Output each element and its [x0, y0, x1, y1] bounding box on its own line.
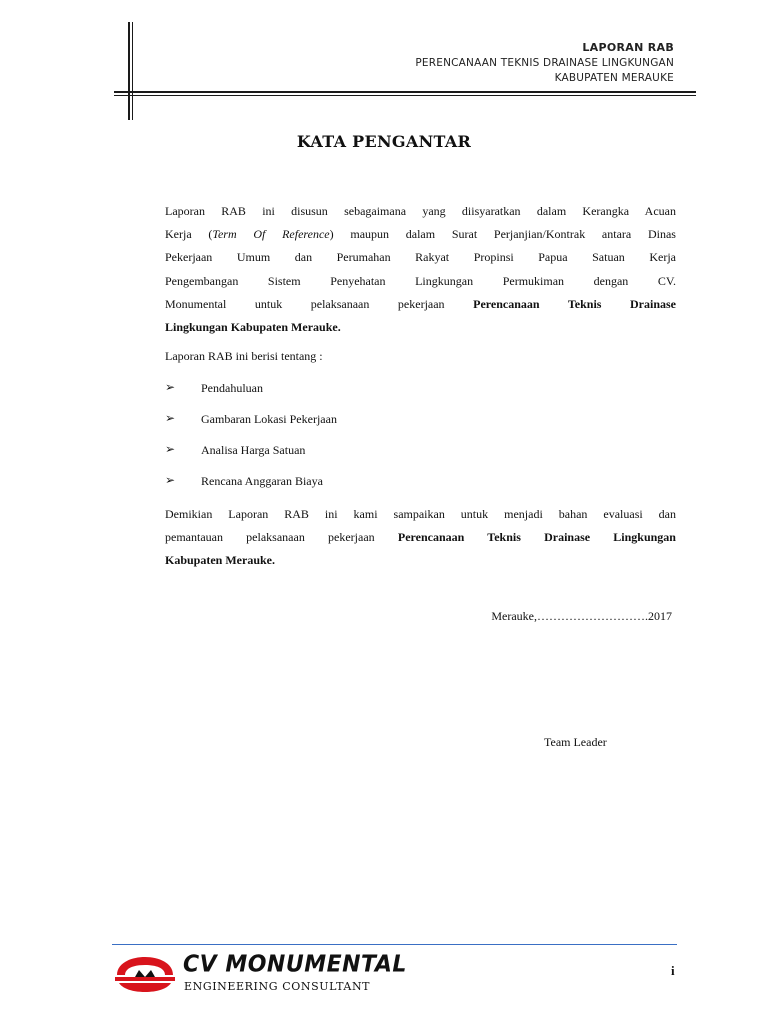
company-logo-icon	[113, 955, 177, 993]
company-name: CV MONUMENTAL	[183, 951, 407, 978]
header-subtitle-location: KABUPATEN MERAUKE	[554, 72, 674, 84]
bold-project-name: Kabupaten Merauke.	[165, 553, 276, 568]
arrow-bullet-icon: ➢	[165, 380, 176, 394]
list-intro: Laporan RAB ini berisi tentang :	[165, 349, 323, 363]
signer-title: Team Leader	[544, 735, 607, 749]
paragraph-line	[165, 526, 676, 549]
paragraph-line	[165, 549, 676, 572]
arrow-bullet-icon: ➢	[165, 442, 176, 456]
list-item-label: Analisa Harga Satuan	[201, 443, 306, 457]
header-horizontal-rule	[114, 91, 696, 93]
list-item-label: Rencana Anggaran Biaya	[201, 474, 323, 488]
text-span: pemantauan pelaksanaan pekerjaan	[165, 530, 398, 545]
header-subtitle-project: PERENCANAAN TEKNIS DRAINASE LINGKUNGAN	[415, 57, 674, 69]
page-number: i	[671, 963, 675, 978]
list-item-label: Pendahuluan	[201, 381, 263, 395]
header-horizontal-rule-thin	[114, 95, 696, 96]
arrow-bullet-icon: ➢	[165, 411, 176, 425]
paragraph-line: Pengembangan Sistem Penyehatan Lingkungan Permukiman dengan CV.	[165, 273, 676, 288]
arrow-bullet-icon: ➢	[165, 473, 176, 487]
header-title: LAPORAN RAB	[582, 41, 674, 54]
text-span: ) maupun dalam Surat Perjanjian/Kontrak antara Dinas	[329, 227, 676, 242]
header-vertical-rule	[128, 22, 130, 120]
text-span: Kerja (	[165, 227, 213, 242]
italic-term: Term Of Reference	[212, 227, 330, 242]
bold-project-name: Perencanaan Teknis Drainase	[473, 296, 676, 311]
bold-project-name: Perencanaan Teknis Drainase Lingkungan	[397, 530, 676, 545]
paragraph-line: Laporan RAB ini disusun sebagaimana yang diisyaratkan dalam Kerangka Acuan	[165, 204, 676, 218]
paragraph-line	[165, 316, 676, 339]
paragraph-line: Demikian Laporan RAB ini kami sampaikan untuk menjadi bahan evaluasi dan	[165, 507, 676, 521]
bold-project-name: Lingkungan Kabupaten Merauke.	[165, 320, 341, 335]
paragraph-closing	[165, 503, 676, 573]
paragraph-line	[165, 293, 676, 316]
footer-rule	[112, 944, 677, 945]
page-title: KATA PENGANTAR	[296, 132, 472, 151]
company-tagline: ENGINEERING CONSULTANT	[184, 980, 371, 993]
list-item-label: Gambaran Lokasi Pekerjaan	[201, 412, 337, 426]
text-span: Monumental untuk pelaksanaan pekerjaan	[165, 296, 474, 311]
paragraph-line: Pekerjaan Umum dan Perumahan Rakyat Propinsi Papua Satuan Kerja	[165, 250, 676, 265]
paragraph-intro	[165, 200, 676, 339]
place-date: Merauke,……………………….2017	[491, 609, 672, 623]
header-vertical-rule-thin	[132, 22, 133, 120]
paragraph-line	[165, 223, 676, 246]
